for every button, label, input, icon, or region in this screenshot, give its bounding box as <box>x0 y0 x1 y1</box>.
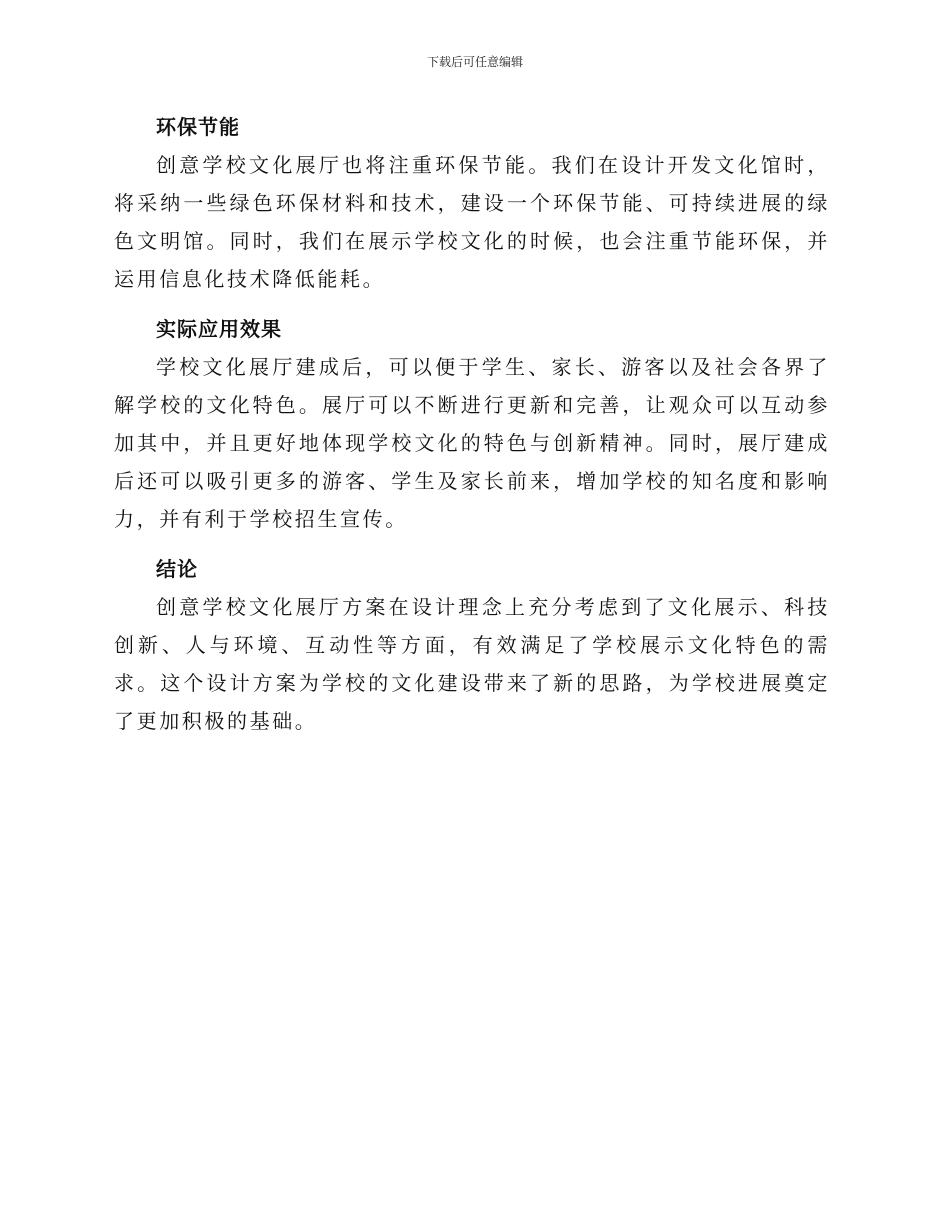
section-heading: 结论 <box>156 557 198 581</box>
section-environmental <box>114 108 830 298</box>
section-paragraph: 创意学校文化展厅也将注重环保节能。我们在设计开发文化馆时，将采纳一些绿色环保材料和技术，建设一个环保节能、可持续进展的绿色文明馆。同时，我们在展示学校文化的时候，也会注重节能环保，并运用信息化技术降低能耗。 <box>114 153 830 291</box>
page-header: 下载后可任意编辑 <box>426 55 523 69</box>
section-paragraph: 创意学校文化展厅方案在设计理念上充分考虑到了文化展示、科技创新、人与环境、互动性等方面，有效满足了学校展示文化特色的需求。这个设计方案为学校的文化建设带来了新的思路，为学校进展奠定了更加积极的基础。 <box>114 595 830 733</box>
section-conclusion <box>114 550 830 740</box>
document-body <box>114 108 830 752</box>
section-heading: 环保节能 <box>156 115 240 139</box>
section-application-effect <box>114 310 830 538</box>
section-heading: 实际应用效果 <box>156 317 282 341</box>
section-paragraph: 学校文化展厅建成后，可以便于学生、家长、游客以及社会各界了解学校的文化特色。展厅可以不断进行更新和完善，让观众可以互动参加其中，并且更好地体现学校文化的特色与创新精神。同时，展厅建成后还可以吸引更多的游客、学生及家长前来，增加学校的知名度和影响力，并有利于学校招生宣传。 <box>114 355 830 531</box>
